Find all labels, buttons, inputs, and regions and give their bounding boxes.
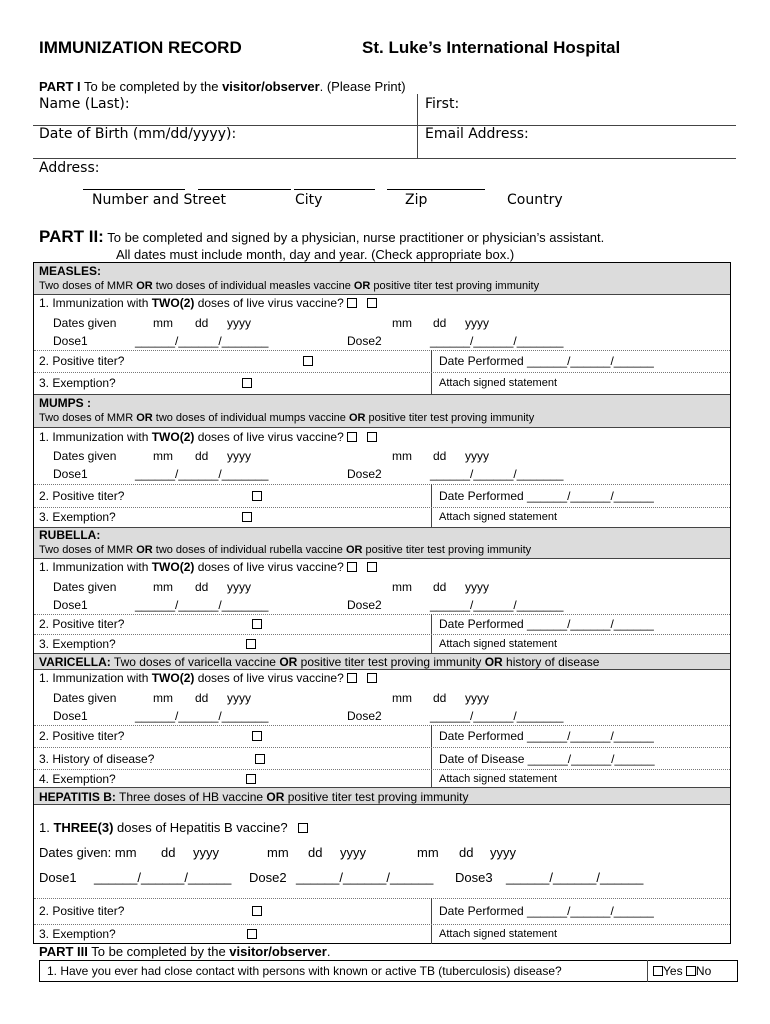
- part1-instructions: PART I To be completed by the visitor/observer. (Please Print): [39, 79, 406, 94]
- hepb-exemption: 3. Exemption?: [39, 927, 257, 941]
- name-last-label: Name (Last):: [39, 96, 130, 112]
- rubella-doses-question: 1. Immunization with TWO(2) doses of live virus vaccine?: [39, 560, 377, 574]
- tb-answer: Yes No: [653, 964, 711, 978]
- rubella-exemption: 3. Exemption?: [39, 637, 256, 651]
- measles-doses-question: 1. Immunization with TWO(2) doses of live virus vaccine?: [39, 296, 377, 310]
- mumps-attach: Attach signed statement: [439, 511, 558, 523]
- part1-divider: [417, 94, 418, 158]
- measles-dose1-field[interactable]: ______/______/_______: [135, 334, 269, 348]
- varicella-date-performed: Date Performed ______/______/______: [439, 729, 654, 743]
- mumps-exemption: 3. Exemption?: [39, 510, 252, 524]
- rubella-dose2-field[interactable]: ______/______/_______: [430, 598, 564, 612]
- address-country-label: Country: [507, 192, 563, 208]
- varicella-header: VARICELLA: Two doses of varicella vaccine OR positive titer test proving immunity OR history of disease: [39, 655, 600, 669]
- measles-attach: Attach signed statement: [439, 377, 558, 389]
- measles-exemption: 3. Exemption?: [39, 376, 252, 390]
- first-name-label: First:: [425, 96, 460, 112]
- rubella-date-performed: Date Performed ______/______/______: [439, 617, 654, 631]
- rubella-positive-titer: 2. Positive titer?: [39, 617, 262, 631]
- measles-description: Two doses of MMR OR two doses of individual measles vaccine OR positive titer test proving immunity: [39, 280, 540, 292]
- hospital-name: St. Luke’s International Hospital: [362, 38, 621, 57]
- measles-dose2-field[interactable]: ______/______/_______: [430, 334, 564, 348]
- hepb-dose3-field[interactable]: ______/______/______: [506, 870, 644, 885]
- part2-heading: PART II: To be completed and signed by a physician, nurse practitioner or physician’s assistant.: [39, 227, 605, 246]
- hepb-positive-titer: 2. Positive titer?: [39, 904, 262, 918]
- mumps-positive-titer: 2. Positive titer?: [39, 489, 262, 503]
- hepb-attach: Attach signed statement: [439, 928, 558, 940]
- hepb-header: HEPATITIS B: Three doses of HB vaccine OR positive titer test proving immunity: [39, 790, 469, 804]
- hepb-dose1-field[interactable]: ______/______/______: [94, 870, 232, 885]
- no-checkbox[interactable]: [686, 966, 696, 976]
- rubella-description: Two doses of MMR OR two doses of individual rubella vaccine OR positive titer test proving immunity: [39, 544, 532, 556]
- varicella-date-of-disease: Date of Disease ______/______/______: [439, 752, 655, 766]
- rubella-title: RUBELLA:: [39, 528, 101, 542]
- mumps-title: MUMPS :: [39, 396, 91, 410]
- rubella-attach: Attach signed statement: [439, 638, 558, 650]
- measles-date-performed: Date Performed ______/______/______: [439, 354, 654, 368]
- part2-note: All dates must include month, day and year. (Check appropriate box.): [116, 247, 515, 262]
- email-label: Email Address:: [425, 126, 529, 142]
- varicella-dose2-field[interactable]: ______/______/_______: [430, 709, 564, 723]
- varicella-dose1-field[interactable]: ______/______/_______: [135, 709, 269, 723]
- address-label: Address:: [39, 160, 100, 176]
- checkbox[interactable]: [347, 298, 357, 308]
- address-street-label: Number and Street: [92, 192, 227, 208]
- hepb-doses-question: 1. THREE(3) doses of Hepatitis B vaccine?: [39, 820, 308, 835]
- measles-title: MEASLES:: [39, 264, 102, 278]
- varicella-doses-question: 1. Immunization with TWO(2) doses of live virus vaccine?: [39, 671, 377, 685]
- varicella-exemption: 4. Exemption?: [39, 772, 256, 786]
- measles-dose2-label: Dose2: [347, 334, 382, 348]
- varicella-attach: Attach signed statement: [439, 773, 558, 785]
- address-zip-label: Zip: [405, 192, 428, 208]
- mumps-doses-question: 1. Immunization with TWO(2) doses of live virus vaccine?: [39, 430, 377, 444]
- measles-positive-titer: 2. Positive titer?: [39, 354, 313, 368]
- mumps-dose1-field[interactable]: ______/______/_______: [135, 467, 269, 481]
- mumps-description: Two doses of MMR OR two doses of individual mumps vaccine OR positive titer test proving immunity: [39, 412, 535, 424]
- part3-instructions: PART III To be completed by the visitor/observer.: [39, 944, 331, 959]
- varicella-history: 3. History of disease?: [39, 752, 265, 766]
- dob-label: Date of Birth (mm/dd/yyyy):: [39, 126, 237, 142]
- varicella-positive-titer: 2. Positive titer?: [39, 729, 262, 743]
- checkbox[interactable]: [367, 298, 377, 308]
- hepb-date-performed: Date Performed ______/______/______: [439, 904, 654, 918]
- tb-question: 1. Have you ever had close contact with persons with known or active TB (tuberculosis) disease?: [47, 964, 562, 978]
- rubella-dose1-field[interactable]: ______/______/_______: [135, 598, 269, 612]
- measles-dose1-label: Dose1: [53, 334, 88, 348]
- mumps-dose2-field[interactable]: ______/______/_______: [430, 467, 564, 481]
- yes-checkbox[interactable]: [653, 966, 663, 976]
- hepb-dose2-field[interactable]: ______/______/______: [296, 870, 434, 885]
- record-title: IMMUNIZATION RECORD: [39, 38, 242, 57]
- mumps-date-performed: Date Performed ______/______/______: [439, 489, 654, 503]
- address-city-label: City: [295, 192, 323, 208]
